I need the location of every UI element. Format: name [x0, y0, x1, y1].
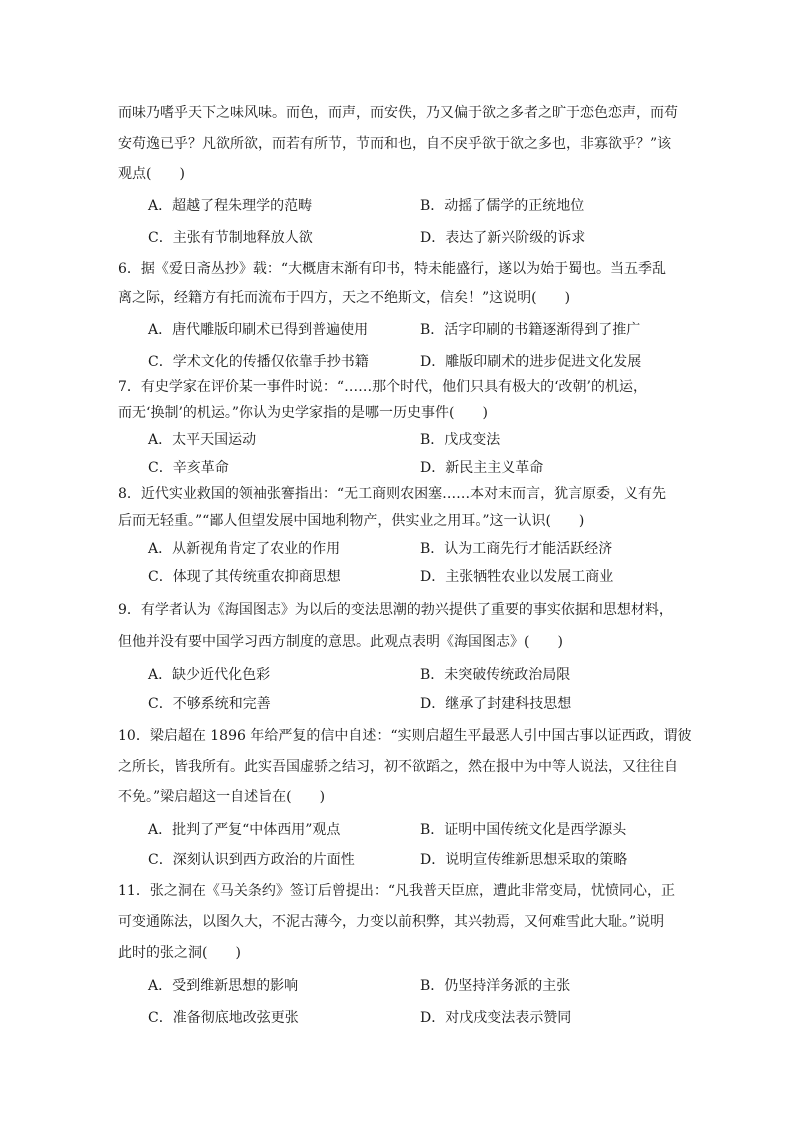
- q10-option-b[interactable]: B．证明中国传统文化是西学源头: [420, 822, 627, 838]
- q6-option-d[interactable]: D．雕版印刷术的进步促进文化发展: [420, 354, 642, 370]
- q6-option-c[interactable]: C．学术文化的传播仅依靠手抄书籍: [148, 354, 369, 370]
- q8-stem-line-1: 8．近代实业救国的领袖张謇指出：“无工商则农困塞……本对末而言，犹言原委，义有先: [118, 486, 667, 502]
- q10-option-d[interactable]: D．说明宣传维新思想采取的策略: [420, 852, 628, 868]
- q5-stem-line-2: 安苟逸已乎？凡欲所欲，而若有所节，节而和也，自不戾乎欲于欲之多也，非寡欲乎？”该: [118, 136, 672, 152]
- q5-option-b[interactable]: B．动摇了儒学的正统地位: [420, 198, 585, 214]
- q10-stem-line-1: 10．梁启超在 1896 年给严复的信中自述：“实则启超生平最恶人引中国古事以证西政，谓彼: [118, 728, 692, 744]
- q8-option-d[interactable]: D．主张牺牲农业以发展工商业: [420, 569, 614, 585]
- q10-option-a[interactable]: A．批判了严复“中体西用”观点: [148, 822, 341, 838]
- q6-option-b[interactable]: B．活字印刷的书籍逐渐得到了推广: [420, 322, 641, 338]
- q5-option-a[interactable]: A．超越了程朱理学的范畴: [148, 198, 313, 214]
- q7-option-b[interactable]: B．戊戌变法: [420, 432, 501, 448]
- q6-option-a[interactable]: A．唐代雕版印刷术已得到普遍使用: [148, 322, 369, 338]
- q8-option-a[interactable]: A．从新视角肯定了农业的作用: [148, 541, 341, 557]
- q11-stem-line-1: 11．张之洞在《马关条约》签订后曾提出：“凡我普天臣庶，遭此非常变局，忧愤同心，正: [118, 883, 675, 899]
- q5-option-c[interactable]: C．主张有节制地释放人欲: [148, 230, 313, 246]
- q11-option-a[interactable]: A．受到维新思想的影响: [148, 978, 299, 994]
- q11-option-d[interactable]: D．对戊戌变法表示赞同: [420, 1010, 572, 1026]
- q7-stem-line-2: 而无‘换制’的机运。”你认为史学家指的是哪一历史事件( ): [118, 405, 488, 421]
- q9-stem-line-1: 9．有学者认为《海国图志》为以后的变法思潮的勃兴提供了重要的事实依据和思想材料，: [118, 602, 673, 618]
- q10-option-c[interactable]: C．深刻认识到西方政治的片面性: [148, 852, 355, 868]
- q11-stem-line-2: 可变通陈法，以图久大，不泥古薄今，力变以前积弊，其兴勃焉，又何难雪此大耻。”说明: [118, 914, 665, 930]
- q6-stem-line-1: 6．据《爱日斋丛抄》载：“大概唐末渐有印书，特未能盛行，遂以为始于蜀也。当五季乱: [118, 261, 667, 277]
- q8-stem-line-2: 后而无轻重。”“鄙人但望发展中国地利物产，供实业之用耳。”这一认识( ): [118, 513, 585, 529]
- q8-option-c[interactable]: C．体现了其传统重农抑商思想: [148, 569, 341, 585]
- q9-stem-line-2: 但他并没有要中国学习西方制度的意思。此观点表明《海国图志》( ): [118, 634, 563, 650]
- q11-stem-line-3: 此时的张之洞( ): [118, 945, 241, 961]
- q9-option-d[interactable]: D．继承了封建科技思想: [420, 696, 572, 712]
- q5-stem-line-1: 而味乃嗜乎天下之味风味。而色，而声，而安佚，乃又偏于欲之多者之旷于恋色恋声，而苟: [118, 105, 678, 121]
- q9-option-c[interactable]: C．不够系统和完善: [148, 696, 271, 712]
- q6-stem-line-2: 离之际，经籍方有托而流布于四方，天之不绝斯文，信矣！”这说明( ): [118, 290, 571, 306]
- q7-option-d[interactable]: D．新民主主义革命: [420, 460, 544, 476]
- q11-option-c[interactable]: C．准备彻底地改弦更张: [148, 1010, 299, 1026]
- q7-option-a[interactable]: A．太平天国运动: [148, 432, 257, 448]
- q10-stem-line-3: 不免。”梁启超这一自述旨在( ): [118, 789, 326, 805]
- q9-option-b[interactable]: B．未突破传统政治局限: [420, 667, 571, 683]
- q7-option-c[interactable]: C．辛亥革命: [148, 460, 229, 476]
- q10-stem-line-2: 之所长，皆我所有。此实吾国虚骄之结习，初不欲蹈之，然在报中为中等人说法，又往往自: [118, 759, 678, 775]
- q11-option-b[interactable]: B．仍坚持洋务派的主张: [420, 978, 571, 994]
- q5-option-d[interactable]: D．表达了新兴阶级的诉求: [420, 230, 586, 246]
- q8-option-b[interactable]: B．认为工商先行才能活跃经济: [420, 541, 613, 557]
- q5-stem-line-3: 观点( ): [118, 166, 185, 182]
- q9-option-a[interactable]: A．缺少近代化色彩: [148, 667, 271, 683]
- q7-stem-line-1: 7．有史学家在评价某一事件时说：“……那个时代，他们只具有极大的‘改朝’的机运，: [118, 379, 647, 395]
